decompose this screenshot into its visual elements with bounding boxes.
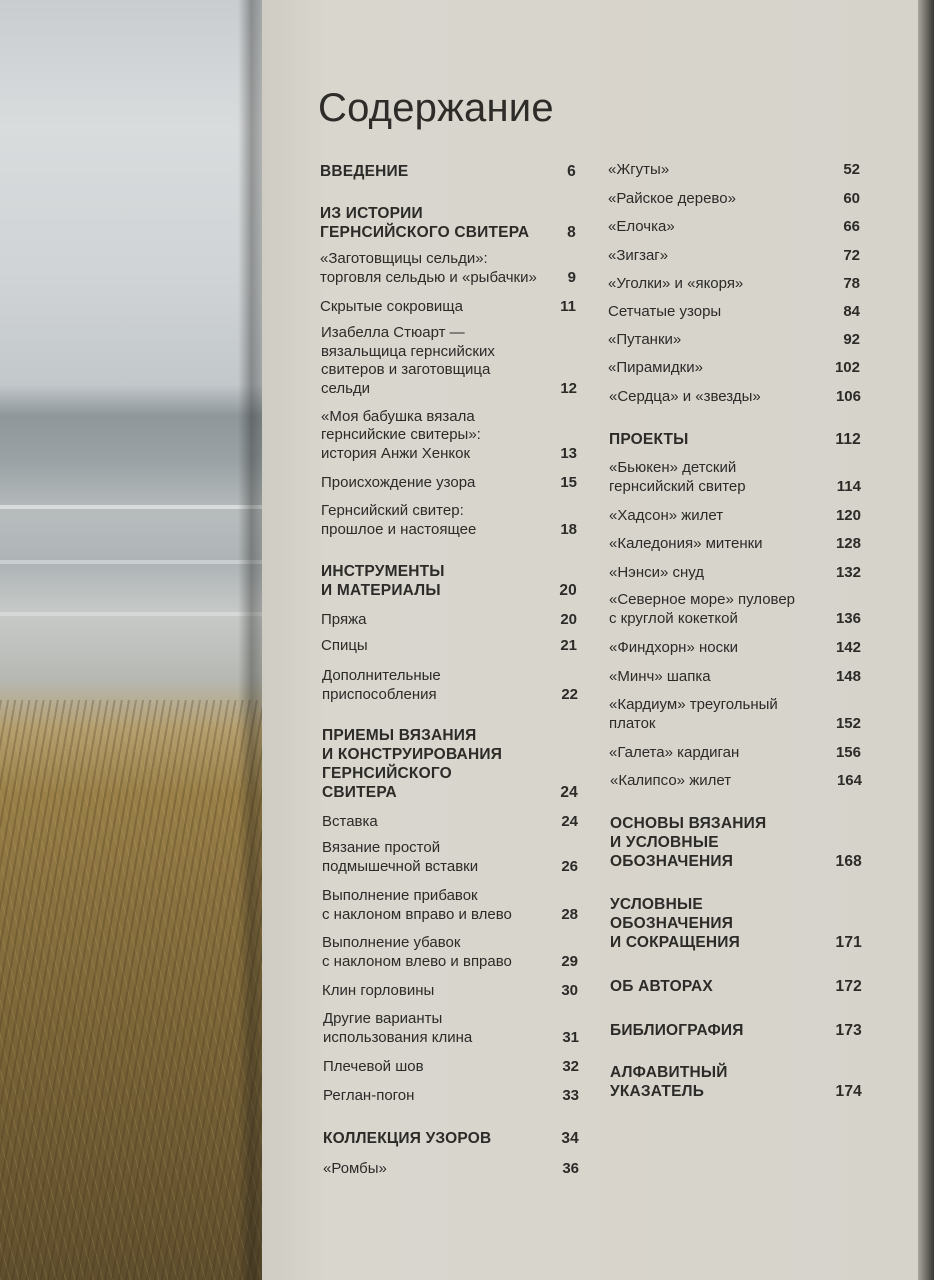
toc-page-number: 172: [835, 978, 862, 995]
toc-entry-title: «Сердца» и «звезды»: [609, 387, 761, 405]
toc-section: [323, 1129, 579, 1148]
toc-entry-title: Плечевой шов: [323, 1057, 424, 1075]
toc-item: [609, 591, 861, 628]
toc-page-number: 9: [567, 268, 576, 286]
toc-section: [320, 162, 576, 181]
toc-section: [609, 430, 861, 449]
toc-item: [323, 1087, 579, 1106]
toc-item: [608, 331, 860, 350]
toc-entry-title: «Моя бабушка вязала гернсийские свитеры»: история Анжи Хенкок: [321, 407, 481, 462]
toc-item: [322, 813, 578, 832]
toc-page-number: 72: [843, 246, 860, 264]
toc-entry-title: «Уголки» и «якоря»: [608, 274, 744, 292]
toc-page-number: 28: [561, 905, 578, 923]
toc-entry-title: «Зигзаг»: [608, 246, 669, 264]
page-edge: [918, 0, 934, 1280]
toc-item: [322, 887, 578, 924]
toc-page-number: 18: [560, 520, 577, 538]
toc-entry-title: «Путанки»: [608, 330, 682, 348]
toc-section: [610, 814, 862, 871]
toc-page-number: 66: [843, 217, 860, 235]
toc-entry-title: Вставка: [322, 812, 378, 830]
toc-item: [323, 1058, 579, 1077]
toc-page-number: 102: [834, 358, 860, 376]
page-title: Содержание: [318, 86, 554, 130]
toc-entry-title: Выполнение прибавок с наклоном вправо и влево: [322, 887, 512, 923]
toc-item: [321, 474, 577, 493]
toc-page-number: 29: [561, 952, 578, 970]
toc-page-number: 106: [835, 387, 861, 405]
toc-item: [321, 611, 577, 630]
toc-item: [321, 408, 577, 464]
toc-entry-title: УСЛОВНЫЕ ОБОЗНАЧЕНИЯ И СОКРАЩЕНИЯ: [610, 896, 740, 951]
toc-item: [608, 218, 860, 237]
toc-page-number: 164: [836, 771, 862, 789]
toc-item: [322, 934, 578, 971]
toc-item: [321, 637, 577, 656]
toc-entry-title: ОСНОВЫ ВЯЗАНИЯ И УСЛОВНЫЕ ОБОЗНАЧЕНИЯ: [610, 815, 767, 870]
toc-item: [609, 564, 861, 583]
toc-entry-title: «Елочка»: [608, 217, 675, 235]
toc-entry-title: ИЗ ИСТОРИИ ГЕРНСИЙСКОГО СВИТЕРА: [320, 205, 530, 241]
toc-page-number: 20: [560, 610, 577, 628]
toc-entry-title: Гернсийский свитер: прошлое и настоящее: [321, 502, 477, 538]
toc-page-number: 114: [836, 477, 861, 495]
toc-entry-title: «Нэнси» снуд: [609, 563, 705, 581]
toc-page-number: 78: [843, 274, 860, 292]
toc-entry-title: «Минч» шапка: [609, 667, 711, 685]
toc-page-number: 152: [835, 714, 861, 732]
toc-entry-title: «Заготовщицы сельди»: торговля сельдью и «рыбачки»: [320, 250, 537, 286]
toc-item: [609, 535, 861, 554]
toc-entry-title: «Райское дерево»: [608, 189, 736, 207]
toc-entry-title: Сетчатые узоры: [608, 302, 722, 320]
toc-page-number: 136: [835, 609, 861, 627]
toc-page-number: 174: [835, 1083, 862, 1100]
toc-item: [609, 507, 861, 526]
toc-page-number: 21: [560, 636, 577, 654]
toc-item: [320, 298, 576, 317]
toc-item: [609, 696, 861, 733]
toc-page-number: 60: [843, 189, 860, 207]
toc-entry-title: ИНСТРУМЕНТЫ И МАТЕРИАЛЫ: [321, 563, 445, 599]
toc-page-number: 132: [835, 563, 861, 581]
toc-item: [608, 190, 860, 209]
toc-entry-title: Клин горловины: [322, 981, 435, 999]
toc-entry-title: «Калипсо» жилет: [610, 771, 732, 789]
toc-page-number: 171: [835, 934, 862, 951]
toc-section: [610, 895, 862, 952]
toc-page-number: 142: [835, 638, 861, 656]
toc-entry-title: «Кардиум» треугольный платок: [609, 696, 778, 732]
toc-page-number: 24: [560, 784, 578, 801]
toc-page-number: 31: [562, 1028, 579, 1046]
cover-photo: [0, 0, 262, 1280]
toc-page-number: 12: [560, 379, 577, 397]
toc-page-number: 148: [835, 667, 861, 685]
toc-item: [321, 502, 577, 539]
toc-page-number: 84: [843, 302, 860, 320]
toc-entry-title: Пряжа: [321, 610, 367, 628]
toc-entry-title: «Финдхорн» носки: [609, 638, 739, 656]
toc-item: [609, 388, 861, 407]
toc-page-number: 173: [835, 1022, 862, 1039]
toc-item: [608, 161, 860, 180]
toc-page-number: 11: [560, 297, 576, 315]
toc-entry-title: Скрытые сокровища: [320, 297, 463, 315]
toc-entry-title: «Каледония» митенки: [609, 534, 763, 552]
toc-section: [320, 204, 576, 242]
toc-page-number: 22: [561, 685, 578, 703]
toc-item: [323, 1010, 579, 1047]
toc-page-number: 52: [843, 160, 860, 178]
toc-entry-title: БИБЛИОГРАФИЯ: [610, 1022, 744, 1039]
toc-entry-title: АЛФАВИТНЫЙ УКАЗАТЕЛЬ: [610, 1064, 728, 1100]
toc-entry-title: «Галета» кардиган: [609, 743, 740, 761]
toc-page-number: 112: [835, 431, 861, 448]
toc-entry-title: «Хадсон» жилет: [609, 506, 724, 524]
toc-page-number: 6: [567, 163, 576, 180]
toc-item: [610, 772, 862, 791]
toc-entry-title: «Северное море» пуловер с круглой кокеткой: [609, 591, 796, 627]
toc-page-number: 128: [835, 534, 861, 552]
toc-section: [322, 726, 578, 802]
toc-item: [609, 639, 861, 658]
toc-section: [610, 1063, 862, 1101]
toc-entry-title: Реглан-погон: [323, 1086, 415, 1104]
toc-page-number: 33: [562, 1086, 579, 1104]
toc-item: [609, 744, 861, 763]
toc-item: [323, 1160, 579, 1179]
toc-page-number: 24: [561, 812, 578, 830]
toc-page-number: 32: [562, 1057, 579, 1075]
toc-entry-title: ОБ АВТОРАХ: [610, 978, 713, 995]
toc-entry-title: ПРИЕМЫ ВЯЗАНИЯ И КОНСТРУИРОВАНИЯ ГЕРНСИЙСКОГО СВИТЕРА: [322, 727, 503, 801]
toc-item: [609, 459, 861, 496]
toc-page-number: 8: [567, 224, 576, 241]
toc-page-number: 30: [561, 981, 578, 999]
toc-item: [608, 359, 860, 378]
toc-page-number: 20: [559, 582, 577, 599]
toc-item: [322, 982, 578, 1001]
toc-entry-title: Вязание простой подмышечной вставки: [322, 839, 479, 875]
toc-page-number: 34: [561, 1130, 579, 1147]
toc-section: [610, 977, 862, 996]
toc-page-number: 15: [560, 473, 577, 491]
toc-item: [608, 303, 860, 322]
toc-page-number: 26: [561, 857, 578, 875]
toc-page-number: 120: [835, 506, 861, 524]
toc-item: [608, 247, 860, 266]
toc-item: [321, 324, 577, 398]
toc-entry-title: «Пирамидки»: [608, 358, 703, 376]
toc-entry-title: «Жгуты»: [608, 160, 670, 178]
toc-entry-title: Происхождение узора: [321, 473, 476, 491]
toc-entry-title: ПРОЕКТЫ: [609, 431, 689, 448]
toc-item: [608, 275, 860, 294]
toc-entry-title: «Бьюкен» детский гернсийский свитер: [609, 459, 746, 495]
toc-entry-title: Изабелла Стюарт — вязальщица гернсийских свитеров и заготовщица сельди: [321, 324, 495, 397]
toc-section: [610, 1021, 862, 1040]
toc-page-number: 92: [843, 330, 860, 348]
toc-entry-title: «Ромбы»: [323, 1159, 387, 1177]
toc-item: [322, 667, 578, 704]
toc-item: [320, 250, 576, 287]
toc-entry-title: КОЛЛЕКЦИЯ УЗОРОВ: [323, 1130, 492, 1147]
toc-entry-title: Другие варианты использования клина: [323, 1010, 473, 1046]
toc-page-number: 13: [560, 444, 577, 462]
toc-page-number: 156: [835, 743, 861, 761]
toc-page-number: 36: [562, 1159, 579, 1177]
toc-entry-title: ВВЕДЕНИЕ: [320, 163, 409, 180]
toc-entry-title: Спицы: [321, 636, 368, 654]
toc-item: [322, 839, 578, 876]
toc-page-number: 168: [835, 853, 862, 870]
toc-section: [321, 562, 577, 600]
toc-entry-title: Дополнительные приспособления: [322, 667, 441, 703]
toc-item: [609, 668, 861, 687]
toc-entry-title: Выполнение убавок с наклоном влево и вправо: [322, 934, 512, 970]
